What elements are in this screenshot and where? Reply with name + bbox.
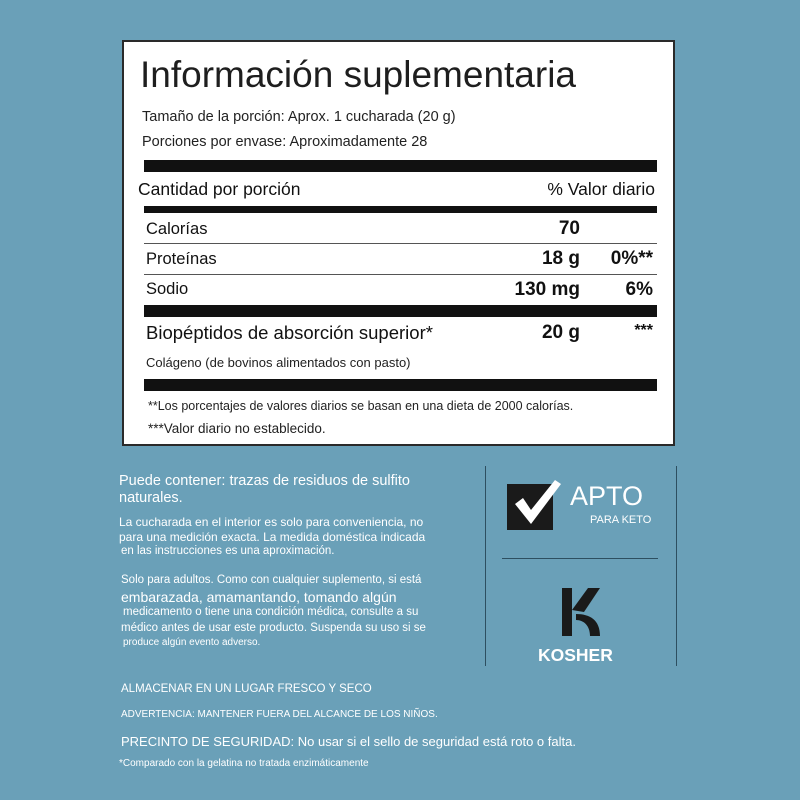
sodium-amount: 130 mg xyxy=(514,279,580,300)
calories-amount: 70 xyxy=(558,218,580,239)
biopeptides-amount: 20 g xyxy=(541,322,580,343)
collagen-source: Colágeno (de bovinos alimentados con pasto) xyxy=(146,355,411,370)
check-shield-icon xyxy=(503,474,565,534)
kosher-k-icon xyxy=(560,586,604,638)
scoop-note-line3: en las instrucciones es una aproximación. xyxy=(121,545,335,557)
medium-divider xyxy=(144,206,657,213)
supplement-facts-panel xyxy=(122,40,675,446)
sodium-label: Sodio xyxy=(146,280,189,298)
badge-divider-right xyxy=(676,466,677,666)
row-divider xyxy=(144,274,657,275)
protein-amount: 18 g xyxy=(541,248,580,269)
badge-divider-left xyxy=(485,466,486,666)
biopeptides-daily-value: *** xyxy=(634,322,653,339)
may-contain-line2: naturales. xyxy=(119,490,183,506)
thick-divider xyxy=(144,305,657,317)
keto-subtitle: PARA KETO xyxy=(590,514,652,526)
safety-seal-note: PRECINTO DE SEGURIDAD: No usar si el sello de seguridad está roto o falta. xyxy=(121,734,576,749)
adults-warning-line5: produce algún evento adverso. xyxy=(123,637,261,648)
protein-label: Proteínas xyxy=(146,250,217,268)
badge-divider-middle xyxy=(502,558,658,559)
adults-warning-line1: Solo para adultos. Como con cualquier suplemento, si está xyxy=(121,574,422,586)
protein-daily-value: 0%** xyxy=(610,248,653,269)
thick-divider xyxy=(144,379,657,391)
adults-warning-line2: embarazada, amamantando, tomando algún xyxy=(121,589,397,605)
scoop-note-line1: La cucharada en el interior es solo para conveniencia, no xyxy=(119,515,424,529)
servings-per-container: Porciones por envase: Aproximadamente 28 xyxy=(142,134,428,150)
footnote-not-established: ***Valor diario no establecido. xyxy=(148,421,326,436)
adults-warning-line4: médico antes de usar este producto. Suspenda su uso si se xyxy=(121,622,426,634)
scoop-note-line2: para una medición exacta. La medida doméstica indicada xyxy=(119,530,426,544)
calories-label: Calorías xyxy=(146,220,208,238)
row-divider xyxy=(144,243,657,244)
comparison-footnote: *Comparado con la gelatina no tratada enzimáticamente xyxy=(119,758,369,769)
footnote-daily-values: **Los porcentajes de valores diarios se basan en una dieta de 2000 calorías. xyxy=(148,399,574,413)
keto-title: APTO xyxy=(570,481,644,511)
biopeptides-label: Biopéptidos de absorción superior* xyxy=(146,322,433,343)
daily-value-header: % Valor diario xyxy=(547,179,655,199)
may-contain-line1: Puede contener: trazas de residuos de sulfito xyxy=(119,473,410,489)
thick-divider xyxy=(144,160,657,172)
amount-per-serving-header: Cantidad por porción xyxy=(138,179,301,199)
storage-note: ALMACENAR EN UN LUGAR FRESCO Y SECO xyxy=(121,683,372,695)
children-warning: ADVERTENCIA: MANTENER FUERA DEL ALCANCE DE LOS NIÑOS. xyxy=(121,709,438,720)
sodium-daily-value: 6% xyxy=(625,279,653,300)
adults-warning-line3: medicamento o tiene una condición médica, consulte a su xyxy=(123,606,419,618)
serving-size: Tamaño de la porción: Aprox. 1 cucharada (20 g) xyxy=(142,109,456,125)
panel-title: Información suplementaria xyxy=(140,54,576,95)
kosher-label: KOSHER xyxy=(538,645,613,665)
